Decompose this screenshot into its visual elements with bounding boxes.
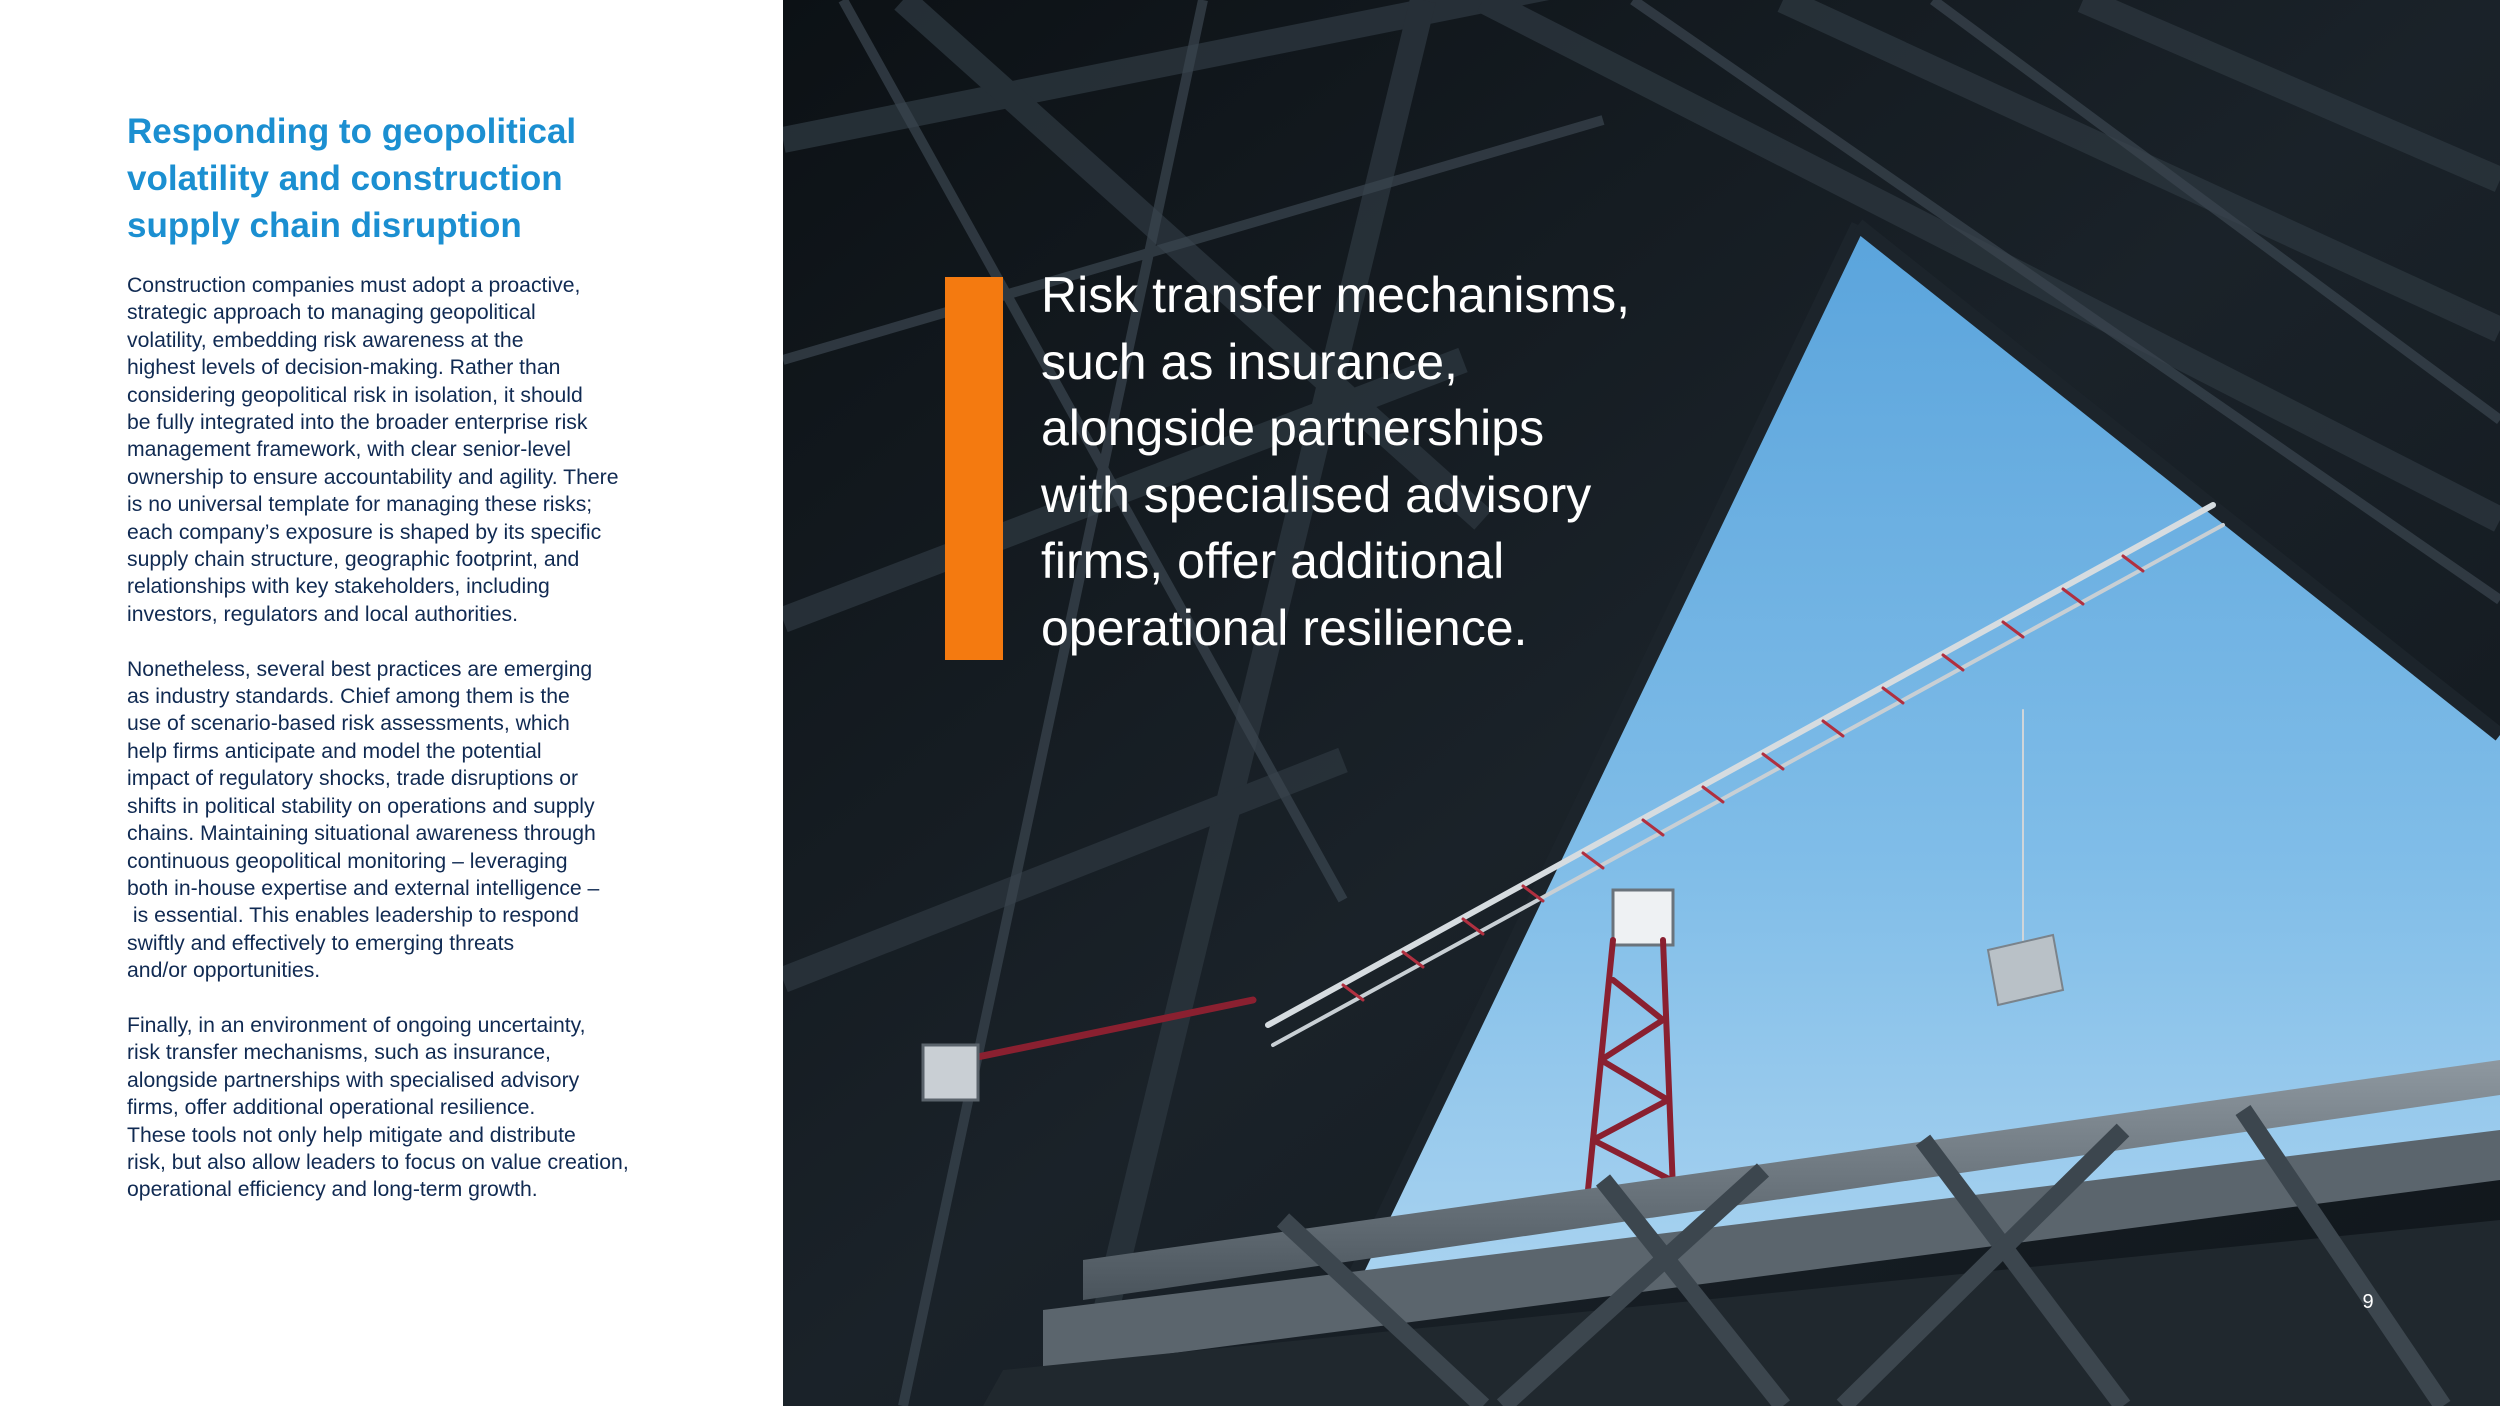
- text-line: considering geopolitical risk in isolation, it should: [127, 383, 583, 407]
- title-line: supply chain disruption: [127, 206, 522, 245]
- text-line: Construction companies must adopt a proactive,: [127, 274, 581, 297]
- text-line: is no universal template for managing these risks;: [127, 493, 593, 517]
- page-number: 9: [2362, 1291, 2374, 1313]
- paragraph-3: [127, 1012, 687, 1204]
- pull-quote: [1041, 262, 1761, 661]
- text-line: continuous geopolitical monitoring – leveraging: [127, 849, 568, 873]
- text-line: investors, regulators and local authorities.: [127, 602, 518, 626]
- text-line: Finally, in an environment of ongoing uncertainty,: [127, 1013, 586, 1037]
- text-line: is essential. This enables leadership to respond: [127, 904, 579, 928]
- text-line: strategic approach to managing geopolitical: [127, 301, 536, 325]
- text-line: ownership to ensure accountability and agility. There: [127, 465, 619, 489]
- quote-line: operational resilience.: [1041, 599, 1528, 656]
- quote-line: firms, offer additional: [1041, 533, 1505, 589]
- accent-bar: [945, 277, 1003, 660]
- crane-photo-illustration: [783, 0, 2500, 1406]
- text-line: Nonetheless, several best practices are emerging: [127, 657, 593, 681]
- page-title: [127, 108, 687, 249]
- text-line: swiftly and effectively to emerging threats: [127, 931, 515, 955]
- text-line: supply chain structure, geographic footprint, and: [127, 548, 580, 572]
- text-line: firms, offer additional operational resilience.: [127, 1096, 536, 1120]
- text-line: be fully integrated into the broader enterprise risk: [127, 411, 588, 435]
- paragraph-2: [127, 656, 687, 985]
- body-text: [127, 272, 687, 1231]
- text-line: risk transfer mechanisms, such as insurance,: [127, 1041, 551, 1065]
- text-line: highest levels of decision-making. Rather than: [127, 356, 561, 380]
- quote-line: alongside partnerships: [1041, 400, 1545, 456]
- quote-line: with specialised advisory: [1041, 466, 1592, 523]
- text-line: impact of regulatory shocks, trade disruptions or: [127, 767, 579, 791]
- text-line: relationships with key stakeholders, including: [127, 575, 550, 599]
- text-column: [0, 0, 783, 1406]
- text-line: operational efficiency and long-term growth.: [127, 1178, 538, 1202]
- title-line: volatility and construction: [127, 159, 563, 198]
- quote-line: Risk transfer mechanisms,: [1041, 267, 1631, 323]
- title-line: Responding to geopolitical: [127, 112, 577, 151]
- text-line: alongside partnerships with specialised advisory: [127, 1068, 580, 1092]
- text-line: and/or opportunities.: [127, 959, 321, 983]
- hero-photo: [783, 0, 2500, 1406]
- text-line: volatility, embedding risk awareness at the: [127, 328, 524, 352]
- text-line: as industry standards. Chief among them is the: [127, 685, 570, 709]
- text-line: shifts in political stability on operations and supply: [127, 794, 595, 818]
- paragraph-1: [127, 272, 687, 628]
- quote-line: such as insurance,: [1041, 333, 1458, 390]
- text-line: chains. Maintaining situational awareness through: [127, 822, 596, 846]
- text-line: help firms anticipate and model the potential: [127, 739, 542, 763]
- text-line: risk, but also allow leaders to focus on value creation,: [127, 1150, 629, 1174]
- text-line: both in-house expertise and external intelligence –: [127, 876, 600, 900]
- text-line: each company’s exposure is shaped by its specific: [127, 520, 602, 544]
- text-line: These tools not only help mitigate and distribute: [127, 1123, 576, 1147]
- text-line: use of scenario-based risk assessments, which: [127, 712, 570, 736]
- text-line: management framework, with clear senior-level: [127, 438, 571, 462]
